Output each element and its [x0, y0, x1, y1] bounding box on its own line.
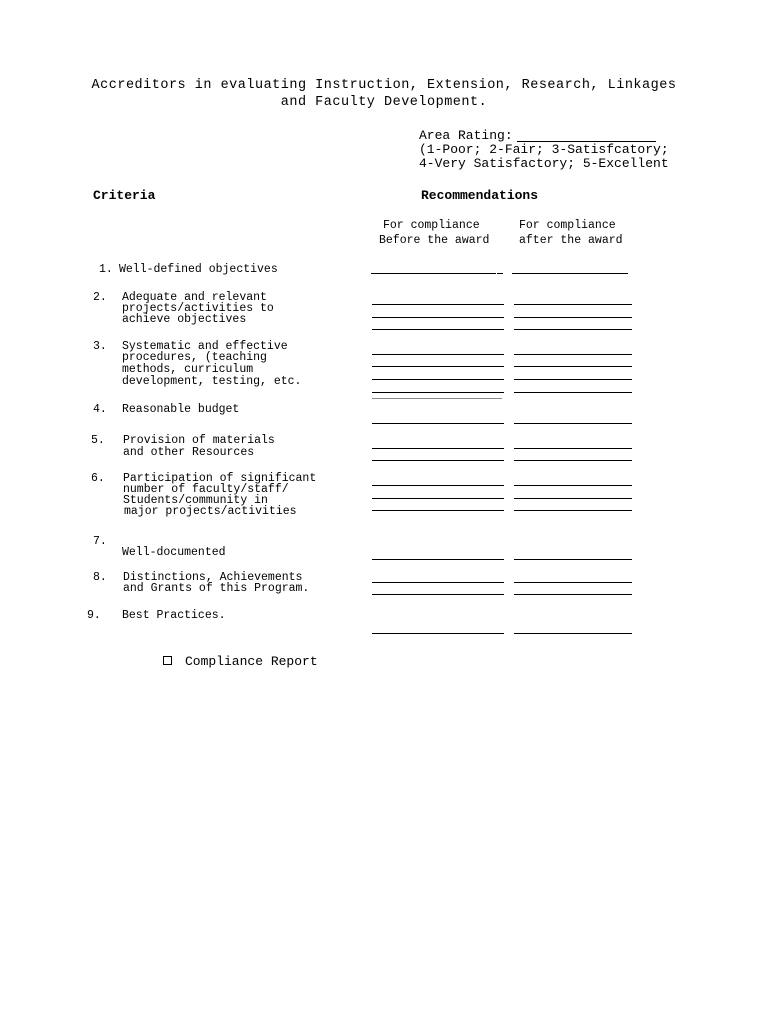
answer-line-after[interactable] — [514, 582, 632, 583]
answer-line-before[interactable] — [372, 633, 504, 634]
answer-line-after[interactable] — [512, 273, 628, 274]
criterion-text: projects/activities to — [122, 302, 274, 315]
answer-line-before[interactable] — [372, 379, 504, 380]
criterion-number: 3. — [93, 340, 107, 353]
answer-line-after[interactable] — [514, 633, 632, 634]
answer-line-before[interactable] — [372, 559, 504, 560]
answer-line-before[interactable] — [372, 423, 504, 424]
criterion-text: Well-documented — [122, 546, 226, 559]
document-title-line2: and Faculty Development. — [280, 95, 488, 110]
answer-line-after[interactable] — [514, 448, 632, 449]
col-after-header-line1: For compliance — [519, 219, 616, 232]
criterion-number: 7. — [93, 535, 107, 548]
criterion-text: Reasonable budget — [122, 403, 240, 416]
compliance-report-label: Compliance Report — [185, 654, 318, 669]
answer-line-after[interactable] — [514, 329, 632, 330]
criterion-text: number of faculty/staff/ — [123, 483, 289, 496]
answer-line-before[interactable] — [372, 329, 504, 330]
criterion-text: development, testing, etc. — [122, 375, 302, 388]
criteria-header: Criteria — [93, 188, 156, 203]
answer-line-after[interactable] — [514, 594, 632, 595]
answer-line-after[interactable] — [514, 317, 632, 318]
answer-line-after[interactable] — [514, 485, 632, 486]
answer-line-before[interactable] — [372, 582, 504, 583]
criterion-number: 9. — [87, 609, 101, 622]
criterion-text: procedures, (teaching — [122, 351, 267, 364]
criterion-text: Provision of materials — [123, 434, 275, 447]
criterion-number: 4. — [93, 403, 107, 416]
criterion-number: 5. — [91, 434, 105, 447]
answer-line-before[interactable] — [371, 273, 496, 274]
criterion-text: Adequate and relevant — [122, 291, 267, 304]
criterion-text: Well-defined objectives — [119, 263, 278, 276]
col-before-header-line1: For compliance — [383, 219, 480, 232]
answer-line-after[interactable] — [514, 460, 632, 461]
col-before-header-line2: Before the award — [379, 234, 490, 247]
answer-line-after[interactable] — [514, 498, 632, 499]
criterion-text: Distinctions, Achievements — [123, 571, 303, 584]
answer-line-before[interactable] — [372, 317, 504, 318]
answer-line-after[interactable] — [514, 423, 632, 424]
answer-line-before[interactable] — [372, 485, 504, 486]
criterion-text: Students/community in — [123, 494, 268, 507]
criterion-text: Best Practices. — [122, 609, 226, 622]
answer-line-after[interactable] — [514, 510, 632, 511]
col-after-header-line2: after the award — [519, 234, 623, 247]
answer-line-before[interactable] — [372, 460, 504, 461]
criterion-number: 8. — [93, 571, 107, 584]
answer-line-after[interactable] — [514, 379, 632, 380]
criterion-text: Systematic and effective — [122, 340, 288, 353]
answer-line-before[interactable] — [372, 354, 504, 355]
criterion-number: 6. — [91, 472, 105, 485]
criterion-text: Participation of significant — [123, 472, 317, 485]
criterion-text: and Grants of this Program. — [123, 582, 310, 595]
compliance-report-checkbox[interactable] — [163, 656, 172, 665]
answer-line-before[interactable] — [372, 594, 504, 595]
criterion-text: and other Resources — [123, 446, 255, 459]
answer-line-after[interactable] — [514, 559, 632, 560]
area-rating-scale-line2: 4-Very Satisfactory; 5-Excellent — [419, 156, 669, 171]
answer-line-after[interactable] — [514, 354, 632, 355]
answer-line-before[interactable] — [372, 498, 504, 499]
area-rating-label: Area Rating: — [419, 128, 513, 143]
answer-line-before[interactable] — [372, 510, 504, 511]
answer-line-before[interactable] — [372, 366, 504, 367]
answer-line-before-tail — [497, 273, 503, 274]
document-title-line1: Accreditors in evaluating Instruction, Extension, Research, Linkages — [91, 78, 677, 93]
answer-line-after[interactable] — [514, 366, 632, 367]
answer-line-before[interactable] — [372, 304, 504, 305]
recommendations-header: Recommendations — [421, 188, 539, 203]
answer-line-after[interactable] — [514, 304, 632, 305]
criterion-text: methods, curriculum — [122, 363, 254, 376]
criterion-text: achieve objectives — [122, 313, 247, 326]
area-rating-scale-line1: (1-Poor; 2-Fair; 3-Satisfcatory; — [419, 142, 669, 157]
criterion-number: 2. — [93, 291, 107, 304]
answer-line-before-faint — [372, 398, 502, 399]
answer-line-after[interactable] — [514, 392, 632, 393]
criterion-text: major projects/activities — [124, 505, 297, 518]
answer-line-before[interactable] — [372, 392, 504, 393]
criterion-number: 1. — [99, 263, 113, 276]
answer-line-before[interactable] — [372, 448, 504, 449]
